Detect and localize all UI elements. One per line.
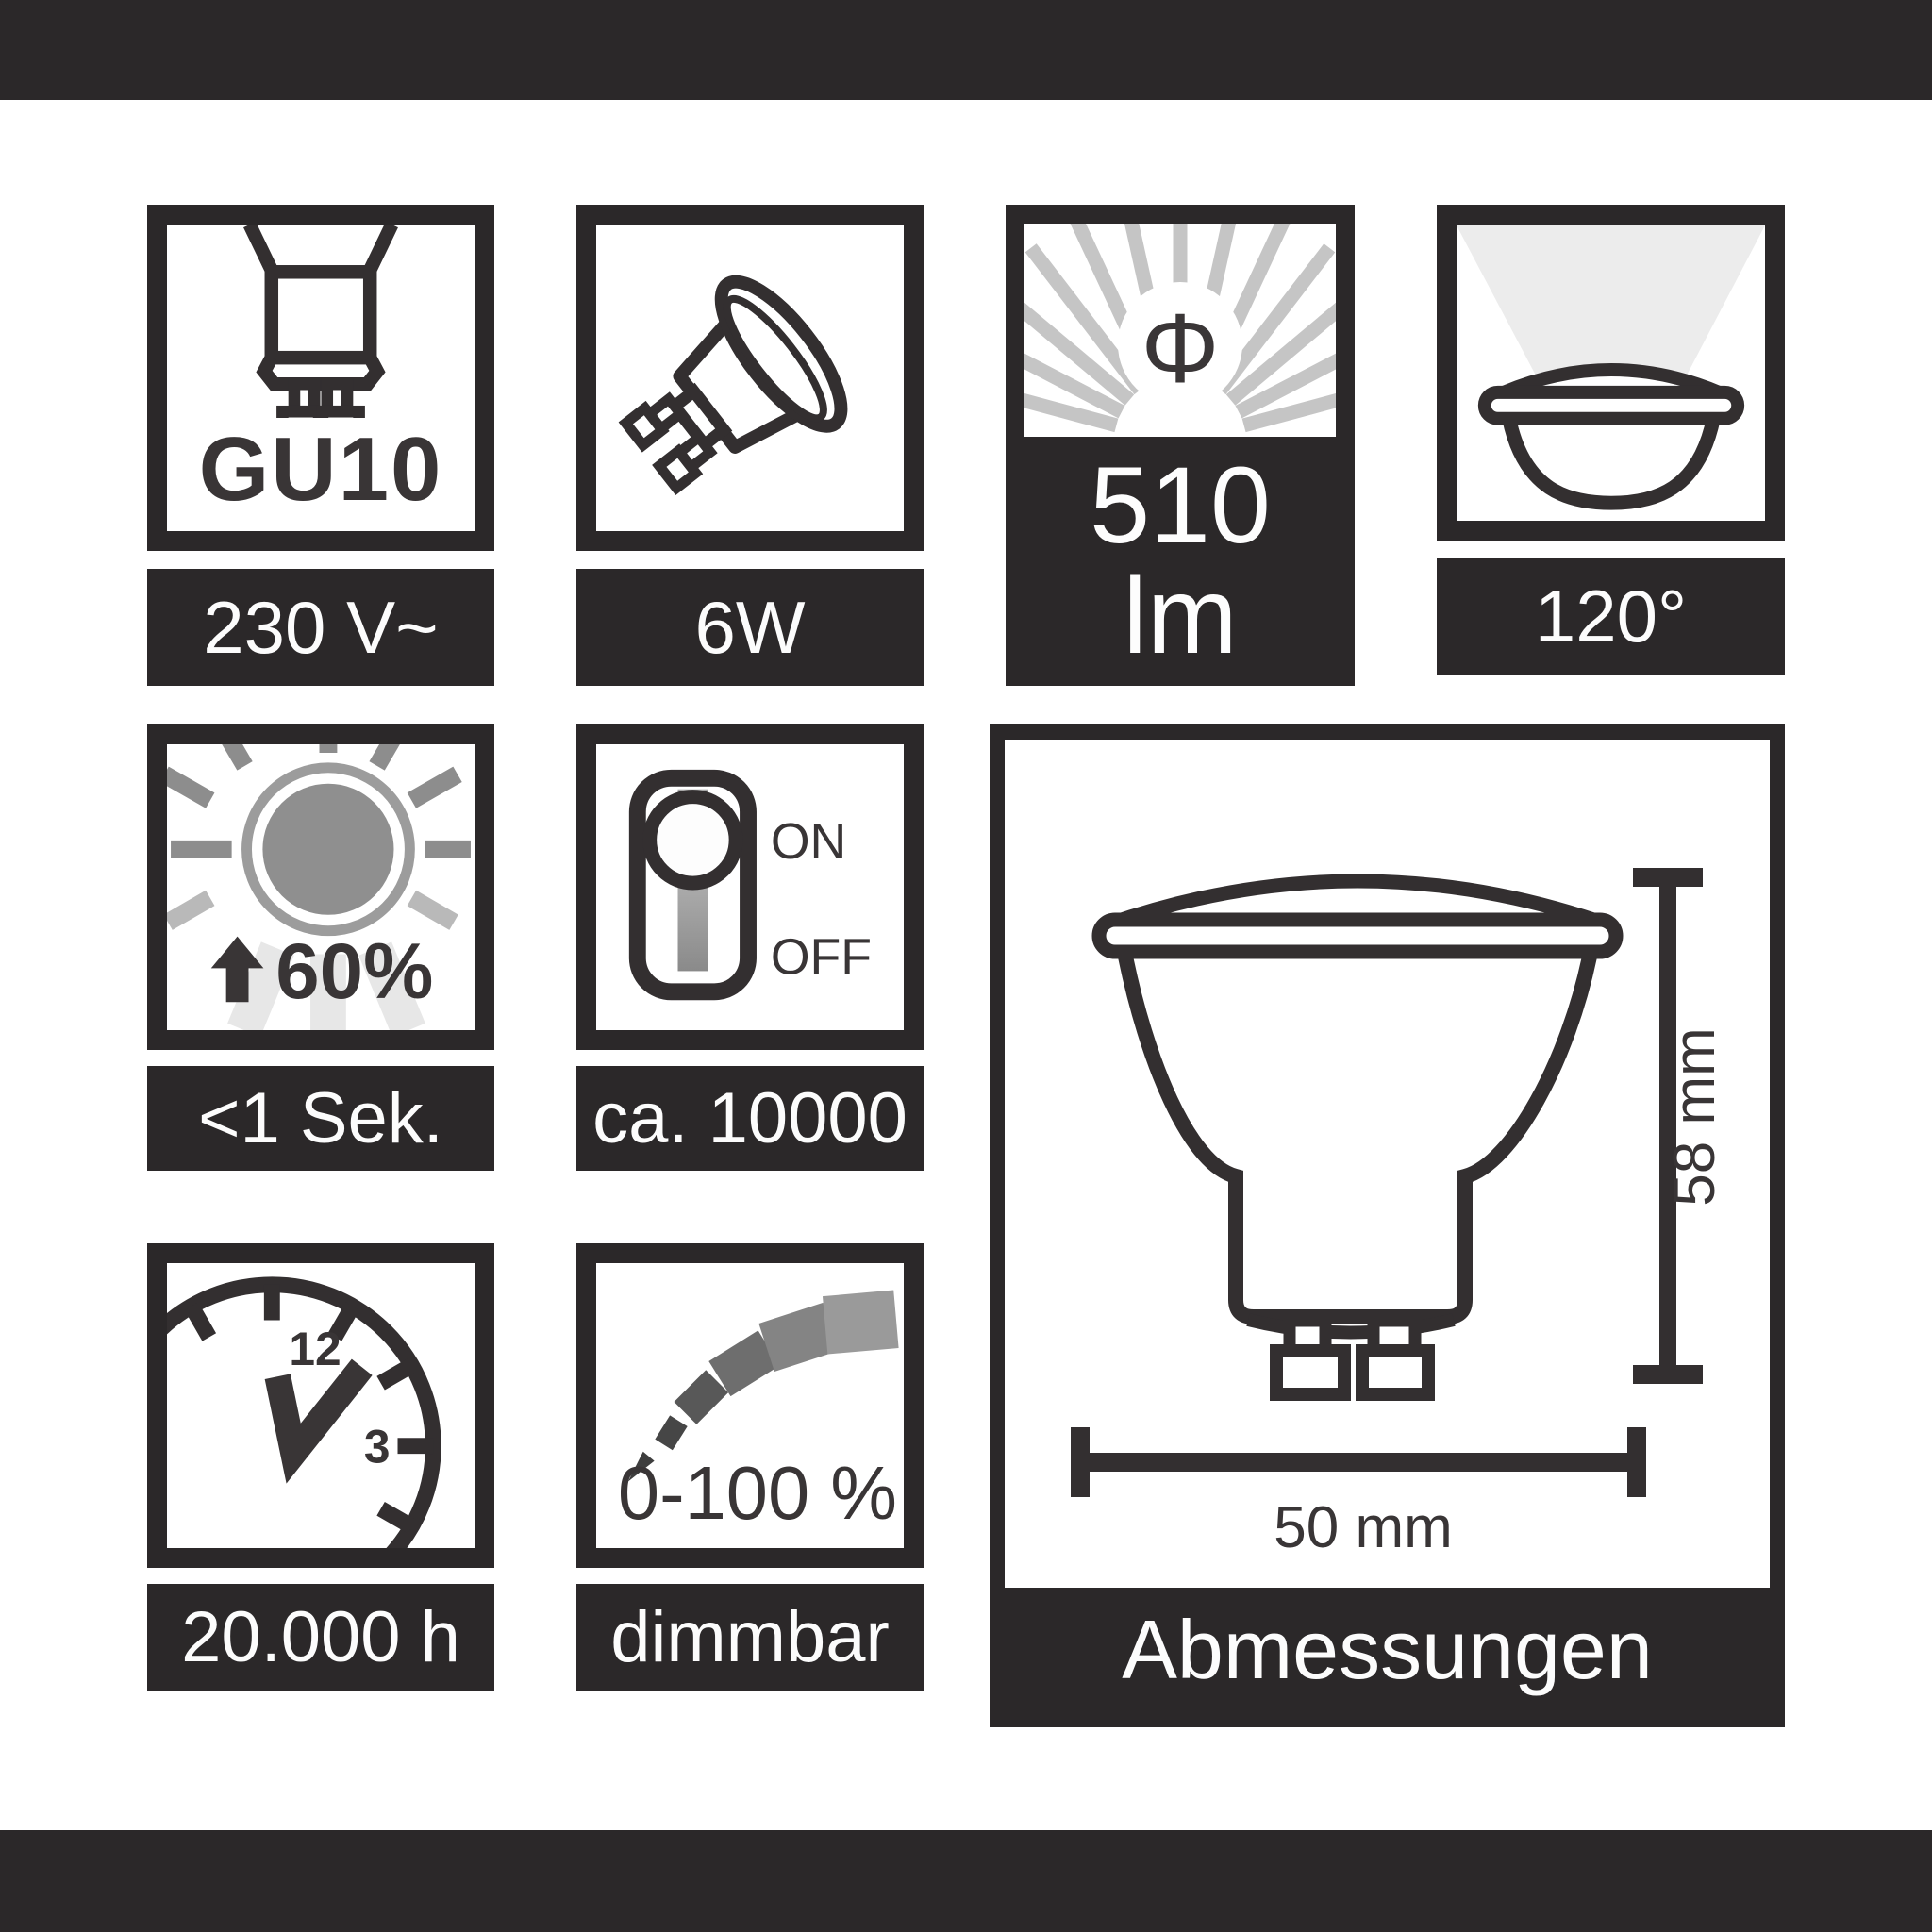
lumen-value-block: [1006, 437, 1355, 686]
top-black-bar: [0, 0, 1932, 100]
bulb-dimensions-drawing: [1005, 740, 1770, 1588]
lifetime-text: 20.000 h: [181, 1597, 460, 1677]
switch-on-text: ON: [770, 813, 847, 871]
voltage-text: 230 V~: [203, 586, 439, 669]
socket-type-text: GU10: [198, 419, 443, 520]
start-time-label: [147, 1066, 494, 1171]
sun-brightness-icon: [167, 744, 475, 1030]
dimensions-panel: [990, 724, 1785, 1727]
socket-tile-content: [167, 225, 475, 531]
dimensions-title: Abmessungen: [1122, 1603, 1653, 1696]
clock-hands: [277, 1367, 361, 1453]
dimming-range-text: 0-100 %: [617, 1451, 898, 1536]
width-dimension-text: 50 mm: [1274, 1495, 1453, 1560]
luminous-flux-icon: [1024, 224, 1336, 437]
switch-knob: [650, 797, 736, 883]
clock-3-text: 3: [363, 1420, 391, 1474]
lifetime-label: [147, 1584, 494, 1690]
tile-lifetime: [147, 1243, 494, 1568]
spotlight-bulb-icon: [596, 225, 904, 531]
bottom-black-bar: [0, 1830, 1932, 1932]
beam-angle-label: [1437, 558, 1785, 675]
width-dimension: [1071, 1427, 1646, 1560]
tile-beam-angle: [1437, 205, 1785, 541]
tile-brightness: [147, 724, 494, 1050]
beam-angle-icon: [1457, 225, 1765, 521]
switch-cycles-label: [576, 1066, 924, 1171]
switch-off-text: OFF: [770, 928, 873, 986]
clock-12-text: 12: [289, 1323, 341, 1376]
voltage-label: [147, 569, 494, 686]
brightness-percent-text: 60%: [275, 926, 434, 1016]
wattage-text: 6W: [694, 586, 806, 669]
beam-angle-text: 120°: [1534, 575, 1688, 658]
tile-socket: [147, 205, 494, 551]
dimming-text: dimmbar: [610, 1597, 890, 1677]
lumen-value: 510: [1090, 444, 1271, 566]
tile-wattage: [576, 205, 924, 551]
height-dimension: [1633, 868, 1727, 1384]
phi-symbol: Φ: [1141, 294, 1220, 404]
clock-icon: [167, 1263, 475, 1548]
height-dimension-text: 58 mm: [1662, 1027, 1727, 1207]
gu10-socket-icon: [167, 225, 475, 418]
switch-cycles-text: ca. 10000: [592, 1078, 908, 1158]
tile-switch-cycles: [576, 724, 924, 1050]
start-time-text: <1 Sek.: [198, 1078, 443, 1158]
on-off-switch-icon: [596, 744, 904, 1030]
sunburst-icon: [1024, 224, 1336, 437]
lumen-unit: lm: [1123, 556, 1238, 676]
dimming-label: [576, 1584, 924, 1690]
tile-luminous-flux: [1006, 205, 1355, 686]
tile-dimming: [576, 1243, 924, 1568]
dimmer-arc-icon: [596, 1263, 904, 1548]
wattage-label: [576, 569, 924, 686]
dimensions-footer: [1005, 1588, 1770, 1712]
